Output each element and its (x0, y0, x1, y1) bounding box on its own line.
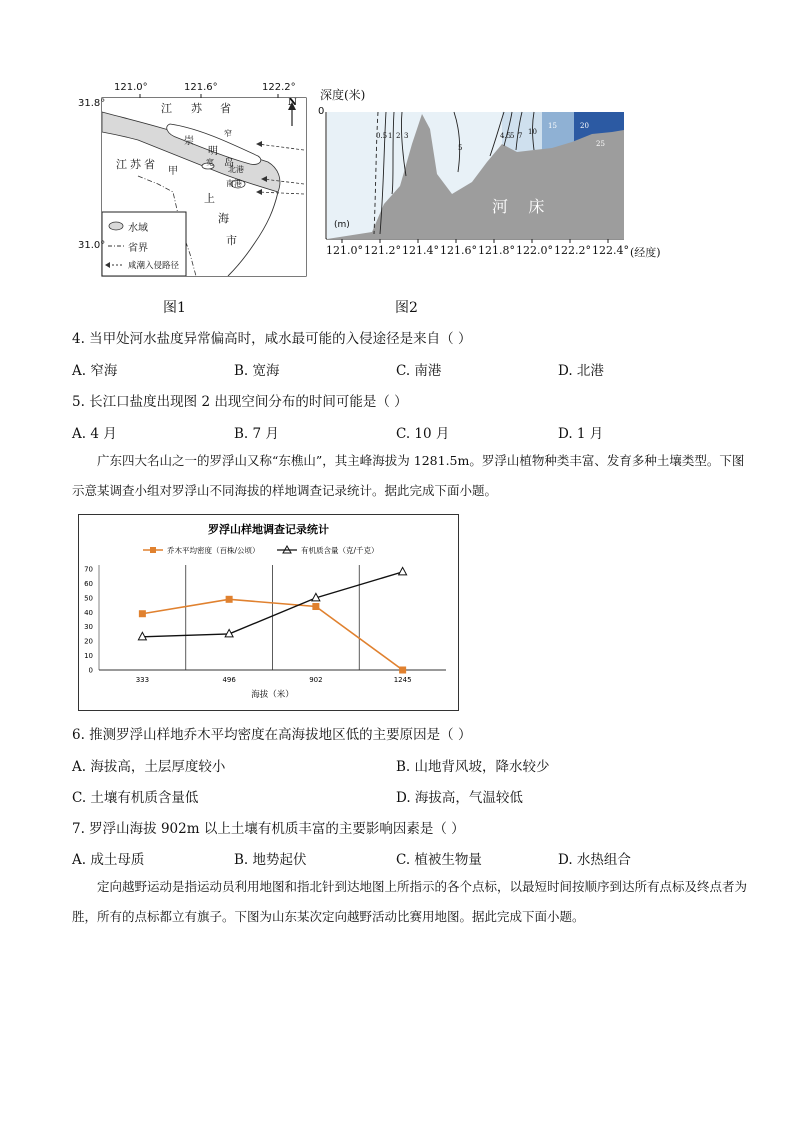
q5-option-c[interactable]: C. 10 月 (396, 426, 450, 442)
contour-label-15: 15 (548, 122, 557, 130)
map-label-ming: 明 (208, 146, 218, 157)
x-tick-label: 1245 (393, 676, 412, 684)
q5-option-b[interactable]: B. 7 月 (234, 426, 279, 442)
luofu-chart (78, 514, 459, 711)
chart-title: 罗浮山样地调查记录统计 (208, 523, 329, 536)
lat-label-2: 31.0° (78, 240, 106, 251)
contour-label-10: 10 (528, 128, 537, 136)
y-tick-label: 0 (88, 666, 93, 675)
map-label-hai: 海 (218, 212, 229, 225)
contour-label-7: 7 (518, 132, 523, 140)
contour-label-5a: 5 (510, 132, 515, 140)
y-tick-label: 10 (84, 652, 93, 661)
y-tick-label: 30 (84, 623, 93, 632)
map-label-jia: 甲 (168, 166, 178, 177)
legend-label-organic: 有机质含量（克/千克） (301, 546, 379, 555)
figure-2-caption: 图2 (395, 300, 418, 316)
lon-label-3: 122.2° (262, 82, 296, 93)
fig2-xunit: (经度) (630, 246, 661, 259)
map-label-kuan: 宽 (206, 158, 214, 167)
fig2-xtick-2: 121.2° (364, 244, 401, 257)
q4-option-b[interactable]: B. 宽海 (234, 363, 280, 379)
density-point (139, 610, 146, 617)
q7-option-b[interactable]: B. 地势起伏 (234, 852, 307, 868)
passage-luofu: 广东四大名山之一的罗浮山又称“东樵山”，其主峰海拔为 1281.5m。罗浮山植物种类丰富、发育多种土壤类型。下图示意某调查小组对罗浮山不同海拔的样地调查记录统计。据此完成下面小题。 (72, 453, 745, 498)
map-label-beigang: 北港 (228, 165, 244, 174)
y-tick-label: 20 (84, 637, 93, 646)
q5-option-d[interactable]: D. 1 月 (558, 426, 604, 442)
figure-1-map (78, 84, 310, 280)
question-5-stem: 5. 长江口盐度出现图 2 出现空间分布的时间可能是（ ） (72, 394, 408, 410)
fig2-corner-label: (m) (334, 220, 350, 230)
fig2-zero: 0 (318, 106, 325, 117)
contour-label-2: 2 (396, 132, 401, 140)
legend-path: 咸潮入侵路径 (128, 261, 180, 271)
y-tick-label: 70 (84, 565, 93, 574)
q6-option-a[interactable]: A. 海拔高，土层厚度较小 (72, 759, 226, 775)
fig2-xtick-3: 121.4° (402, 244, 439, 257)
q6-option-d[interactable]: D. 海拔高，气温较低 (396, 790, 523, 806)
map-label-nangang: 南港 (226, 179, 242, 188)
q6-option-b[interactable]: B. 山地背风坡，降水较少 (396, 759, 550, 775)
contour-label-5b: 5 (458, 144, 463, 152)
contour-label-25: 25 (596, 140, 605, 148)
lon-label-2: 121.6° (184, 82, 218, 93)
question-6-stem: 6. 推测罗浮山样地乔木平均密度在高海拔地区低的主要原因是（ ） (72, 727, 472, 743)
chart-svg (79, 515, 458, 710)
map-label-jiang: 江 (161, 102, 172, 115)
x-tick-label: 496 (222, 676, 236, 684)
map-label-chong: 崇 (184, 136, 194, 147)
q4-option-a[interactable]: A. 窄海 (72, 363, 118, 379)
fig2-riverbed-label: 河 床 (492, 197, 545, 216)
x-axis-label: 海拔（米） (251, 690, 294, 700)
lat-label-1: 31.8° (78, 98, 106, 109)
fig2-xtick-6: 122.0° (516, 244, 553, 257)
map-label-shi: 市 (226, 234, 237, 247)
map-label-sheng: 省 (220, 102, 231, 115)
y-tick-label: 60 (84, 579, 93, 588)
question-7-stem: 7. 罗浮山海拔 902m 以上土壤有机质丰富的主要影响因素是（ ） (72, 821, 465, 837)
legend-water: 水域 (128, 223, 148, 234)
y-tick-label: 50 (84, 594, 93, 603)
q7-option-a[interactable]: A. 成土母质 (72, 852, 145, 868)
fig2-xtick-8: 122.4° (592, 244, 629, 257)
q5-option-a[interactable]: A. 4 月 (72, 426, 117, 442)
map-label-zhai: 窄 (224, 129, 232, 138)
contour-label-20: 20 (580, 122, 589, 130)
q4-option-c[interactable]: C. 南港 (396, 363, 442, 379)
fig2-xtick-5: 121.8° (478, 244, 515, 257)
legend-label-density: 乔木平均密度（百株/公顷） (167, 546, 260, 555)
x-tick-label: 333 (135, 676, 150, 684)
density-point (226, 596, 233, 603)
contour-label-1: 1 (388, 132, 393, 140)
density-point (312, 603, 319, 610)
fig2-xtick-7: 122.2° (554, 244, 591, 257)
density-point (399, 667, 406, 674)
lon-label-1: 121.0° (114, 82, 148, 93)
legend-border: 省界 (128, 243, 148, 254)
x-tick-label: 902 (309, 676, 323, 684)
contour-label-3: 3 (404, 132, 409, 140)
legend-marker-density (150, 547, 156, 553)
passage-orienteering: 定向越野运动是指运动员利用地图和指北针到达地图上所指示的各个点标，以最短时间按顺序到达所有点标及终点者为胜，所有的点标都立有旗子。下图为山东某次定向越野活动比赛用地图。据此完成下面小题。 (72, 879, 748, 924)
north-arrow-label: N (288, 97, 298, 108)
contour-label-0.5: 0.5 (376, 132, 388, 140)
contour-label-4.5: 4.5 (500, 132, 512, 140)
q7-option-d[interactable]: D. 水热组合 (558, 852, 631, 868)
fig2-xtick-4: 121.6° (440, 244, 477, 257)
q6-option-c[interactable]: C. 土壤有机质含量低 (72, 790, 199, 806)
organic-point (399, 567, 407, 575)
y-tick-label: 40 (84, 608, 93, 617)
map-label-dao: 岛 (224, 158, 234, 169)
map-label-jiangsu: 江苏省 (116, 158, 158, 171)
figure-2-profile (312, 84, 692, 264)
map-label-shang: 上 (204, 192, 215, 205)
q7-option-c[interactable]: C. 植被生物量 (396, 852, 482, 868)
fig2-ylabel: 深度(米) (320, 88, 366, 102)
figure-1-caption: 图1 (163, 300, 186, 316)
fig2-xtick-1: 121.0° (326, 244, 363, 257)
question-4-stem: 4. 当甲处河水盐度异常偏高时，咸水最可能的入侵途径是来自（ ） (72, 331, 472, 347)
q4-option-d[interactable]: D. 北港 (558, 363, 604, 379)
map-label-su: 苏 (191, 102, 202, 115)
